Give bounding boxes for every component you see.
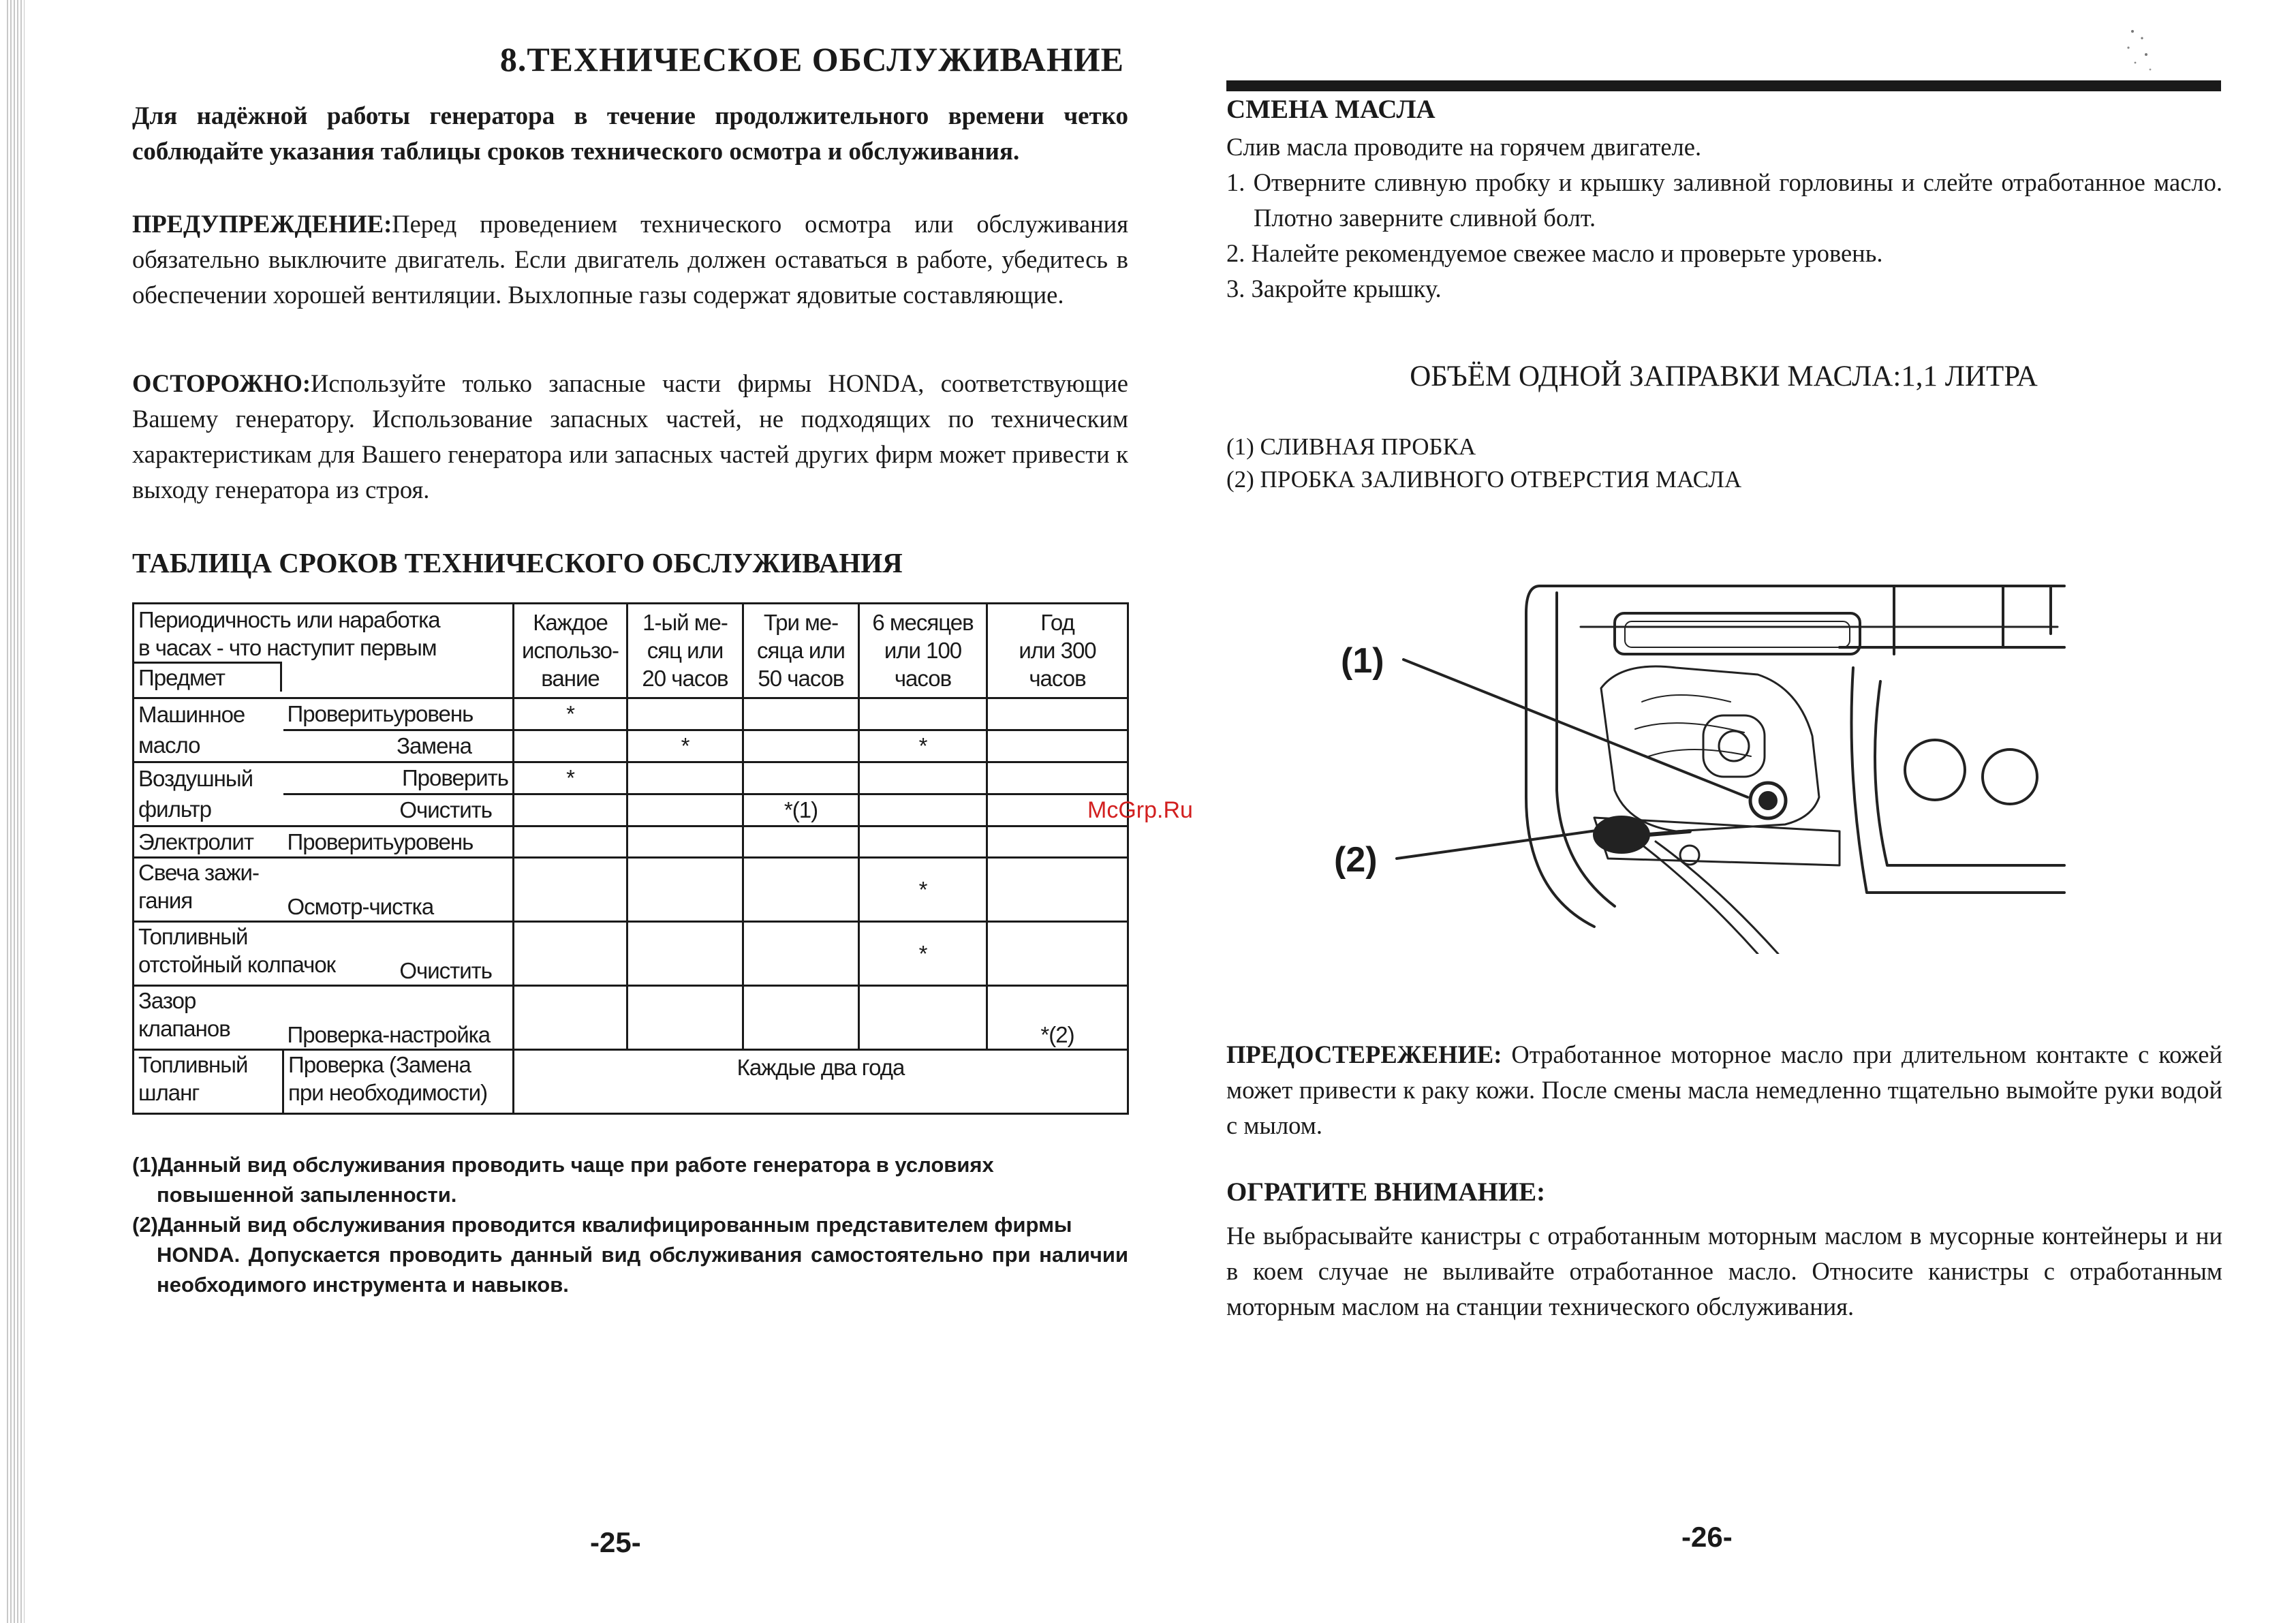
oil-capacity: ОБЪЁМ ОДНОЙ ЗАПРАВКИ МАСЛА:1,1 ЛИТРА: [1410, 360, 2038, 392]
table-row: [134, 986, 1128, 1050]
col-year-line1: Год: [1040, 610, 1074, 636]
mark: *: [859, 922, 987, 986]
row-action: Проверить: [283, 762, 514, 794]
valve-line2: клапанов: [138, 1016, 230, 1042]
col-1m-line1: 1-ый ме-: [642, 610, 728, 636]
row-label: Электролит: [134, 826, 283, 858]
footnote-2-line1: Данный вид обслуживания проводится квалифицированным представителем фирмы: [157, 1213, 1072, 1237]
row-action: Замена: [283, 730, 514, 762]
warning-paragraph: [132, 206, 1128, 313]
row-label: масло: [134, 730, 283, 762]
valve-line1: Зазор: [138, 988, 196, 1014]
col-3m-line2: сяца или: [757, 638, 845, 664]
row-action: Очистить: [283, 794, 514, 826]
footnote-2-line2: HONDA. Допускается проводить данный вид обслуживания самостоятельно при наличии необходимого инструмента и навыков.: [157, 1243, 1128, 1297]
skin-warning-text: Отработанное моторное масло при длительном контакте с кожей может привести к раку кожи. После смены масла немедленно тщательно вымойте руки водой с мылом.: [1226, 1040, 2222, 1139]
col-each-line1: Каждое: [533, 610, 608, 636]
table-row: [134, 698, 1128, 730]
mark-note-1: *(1): [743, 794, 859, 826]
callout-2: (2): [1334, 840, 1378, 880]
col-each-line2: использо-: [522, 638, 619, 664]
row-action: Проверка-настройка: [283, 986, 514, 1050]
page-title: 8.ТЕХНИЧЕСКОЕ ОБСЛУЖИВАНИЕ: [499, 40, 1124, 78]
mark: *: [514, 762, 627, 794]
mark: *: [859, 730, 987, 762]
oil-intro: Слив масла проводите на горячем двигателе.: [1226, 133, 1702, 161]
fuel-cup-line2: отстойный колпачок: [138, 952, 336, 978]
oil-change-steps: [1226, 129, 2222, 307]
label-drain-plug: (1) СЛИВНАЯ ПРОБКА: [1226, 433, 1476, 460]
col-each-line3: вание: [541, 666, 600, 692]
binding-edge: [7, 0, 25, 1623]
row-label: фильтр: [134, 794, 283, 826]
mark: *: [859, 858, 987, 922]
row-label: Машинное: [134, 698, 283, 730]
header-item: Предмет: [134, 662, 282, 692]
table-row: [134, 794, 1128, 826]
watermark: McGrp.Ru: [1087, 797, 1193, 823]
hose-line2: шланг: [138, 1080, 200, 1106]
col-3m-line1: Три ме-: [763, 610, 839, 636]
engine-illustration: [1322, 572, 2071, 954]
footnote-1-num: (1): [132, 1153, 158, 1177]
table-row: [134, 1050, 1128, 1114]
scan-speck-marks: [2119, 25, 2160, 79]
footnote-2-num: (2): [132, 1213, 158, 1237]
col-three-months: [743, 604, 859, 698]
table-row: [134, 762, 1128, 794]
plug-line2: гания: [138, 888, 193, 914]
part-labels: [1226, 431, 1741, 496]
hose-action-line1: Проверка (Замена: [288, 1052, 471, 1078]
col-3m-line3: 50 часов: [758, 666, 844, 692]
page-number-right: -26-: [1681, 1521, 1733, 1553]
col-6m-line3: часов: [894, 666, 952, 692]
caution-paragraph: [132, 366, 1128, 508]
caution-label: ОСТОРОЖНО:: [132, 369, 311, 397]
hose-interval: Каждые два года: [514, 1050, 1128, 1114]
row-label: [134, 1050, 283, 1114]
row-label: [134, 922, 336, 986]
col-6m-line2: или 100: [884, 638, 962, 664]
row-action: Проверитьуровень: [283, 698, 514, 730]
oil-step-3: 3. Закройте крышку.: [1226, 275, 1442, 303]
row-action: Осмотр-чистка: [283, 858, 514, 922]
header-period-line2: в часах - что наступит первым: [138, 635, 437, 660]
col-first-month: [627, 604, 743, 698]
row-action: [283, 1050, 514, 1114]
attention-paragraph: Не выбрасывайте канистры с отработанным моторным маслом в мусорные контейнеры и ни в коем случае не выливайте отработанное масло. Относите канистры с отработанным моторным маслом на станции технического обслуживания.: [1226, 1222, 2222, 1320]
col-six-months: [859, 604, 987, 698]
row-action: Очистить: [283, 922, 514, 986]
plug-line1: Свеча зажи-: [138, 860, 259, 886]
page-number-left: -25-: [590, 1526, 641, 1558]
attention-heading: ОГРАТИТЕ ВНИМАНИЕ:: [1226, 1177, 1546, 1207]
skin-warning-paragraph: [1226, 1037, 2222, 1143]
engine-diagram: [1322, 572, 2071, 954]
col-year-line3: часов: [1029, 666, 1086, 692]
table-row: [134, 858, 1128, 922]
table-title: ТАБЛИЦА СРОКОВ ТЕХНИЧЕСКОГО ОБСЛУЖИВАНИЯ: [132, 547, 903, 578]
footnote-1-line1: Данный вид обслуживания проводить чаще при работе генератора в условиях: [157, 1153, 994, 1177]
footnote-2: [132, 1210, 1128, 1300]
footnote-1-line2: повышенной запыленности.: [157, 1183, 457, 1207]
header-rule: [1226, 80, 2221, 91]
col-year: [987, 604, 1128, 698]
col-6m-line1: 6 месяцев: [872, 610, 974, 636]
col-1m-line2: сяц или: [647, 638, 724, 664]
intro-paragraph: Для надёжной работы генератора в течение продолжительного времени четко соблюдайте указания таблицы сроков технического осмотра и обслуживания.: [132, 102, 1128, 166]
col-year-line2: или 300: [1019, 638, 1096, 664]
caution-text: Используйте только запасные части фирмы HONDA, соответствующие Вашему генератору. Использование запасных частей, не подходящих по техническим характеристикам для Вашего генератора или запасных частей других фирм может привести к выходу генератора из строя.: [132, 369, 1128, 504]
col-each-use: [514, 604, 627, 698]
header-period-line1: Периодичность или наработка: [138, 607, 440, 632]
label-filler-cap: (2) ПРОБКА ЗАЛИВНОГО ОТВЕРСТИЯ МАСЛА: [1226, 466, 1742, 493]
row-label: [134, 858, 283, 922]
skin-warning-label: ПРЕДОСТЕРЕЖЕНИЕ:: [1226, 1040, 1502, 1068]
mark: *: [514, 698, 627, 730]
table-row: [134, 730, 1128, 762]
col-1m-line3: 20 часов: [642, 666, 728, 692]
mark-note-2: *(2): [987, 986, 1128, 1050]
footnote-1: [132, 1150, 1128, 1210]
callout-1: (1): [1341, 641, 1384, 681]
row-label: Воздушный: [134, 762, 283, 794]
table-header-period: [134, 604, 514, 698]
table-row: [134, 922, 1128, 986]
maintenance-table: [132, 602, 1127, 1115]
hose-action-line2: при необходимости): [288, 1080, 488, 1106]
oil-step-2: 2. Налейте рекомендуемое свежее масло и проверьте уровень.: [1226, 239, 1883, 267]
oil-change-heading: СМЕНА МАСЛА: [1226, 95, 1436, 124]
warning-text: Перед проведением технического осмотра или обслуживания обязательно выключите двигатель. Если двигатель должен оставаться в работе, убедитесь в обеспечении хорошей вентиляции. Выхлопные газы содержат ядовитые составляющие.: [132, 210, 1128, 309]
hose-line1: Топливный: [138, 1052, 248, 1078]
mark: *: [627, 730, 743, 762]
row-label: [134, 986, 283, 1050]
fuel-cup-line1: Топливный: [138, 924, 248, 950]
row-action: Проверитьуровень: [283, 826, 514, 858]
table-row: [134, 826, 1128, 858]
warning-label: ПРЕДУПРЕЖДЕНИЕ:: [132, 210, 392, 238]
oil-step-1: 1. Отверните сливную пробку и крышку заливной горловины и слейте отработанное масло. Плотно заверните сливной болт.: [1226, 168, 2222, 232]
